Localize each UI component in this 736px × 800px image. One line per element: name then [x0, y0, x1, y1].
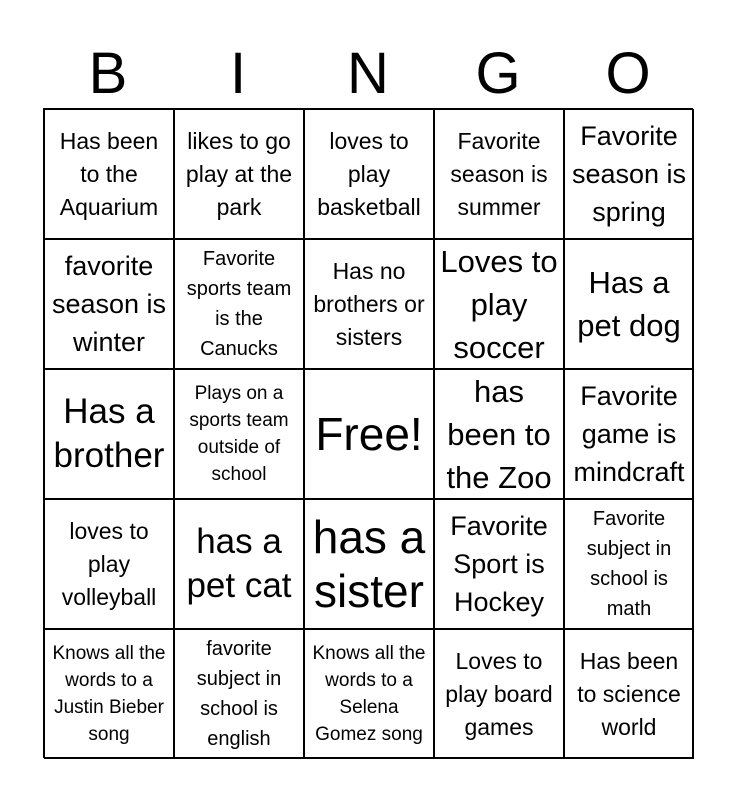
bingo-cell[interactable]: has been to the Zoo	[434, 369, 564, 499]
bingo-cell[interactable]: has a pet cat	[174, 499, 304, 629]
bingo-cell[interactable]: Loves to play soccer	[434, 239, 564, 369]
bingo-cell[interactable]: Favorite Sport is Hockey	[434, 499, 564, 629]
bingo-board	[43, 108, 693, 758]
bingo-cell[interactable]: Favorite season is spring	[564, 109, 694, 239]
bingo-cell[interactable]: favorite subject in school is english	[174, 629, 304, 759]
bingo-cell[interactable]: Favorite season is summer	[434, 109, 564, 239]
bingo-cell[interactable]: Knows all the words to a Selena Gomez song	[304, 629, 434, 759]
bingo-cell[interactable]: Has been to science world	[564, 629, 694, 759]
bingo-cell[interactable]: Has no brothers or sisters	[304, 239, 434, 369]
header-letter-n: N	[347, 41, 389, 106]
header-letter-b: B	[88, 41, 128, 106]
bingo-cell[interactable]: Plays on a sports team outside of school	[174, 369, 304, 499]
header-letter-g: G	[475, 41, 521, 106]
bingo-cell[interactable]: Has a brother	[44, 369, 174, 499]
bingo-cell[interactable]: Loves to play board games	[434, 629, 564, 759]
bingo-cell[interactable]: Favorite subject in school is math	[564, 499, 694, 629]
bingo-cell[interactable]: loves to play basketball	[304, 109, 434, 239]
bingo-cell[interactable]: loves to play volleyball	[44, 499, 174, 629]
header-letter-i: I	[229, 41, 247, 106]
header-letter-o: O	[605, 41, 651, 106]
bingo-free-cell[interactable]: Free!	[304, 369, 434, 499]
bingo-cell[interactable]: Knows all the words to a Justin Bieber song	[44, 629, 174, 759]
bingo-cell[interactable]: has a sister	[304, 499, 434, 629]
bingo-cell[interactable]: favorite season is winter	[44, 239, 174, 369]
bingo-cell[interactable]: Has been to the Aquarium	[44, 109, 174, 239]
bingo-cell[interactable]: Favorite game is mindcraft	[564, 369, 694, 499]
bingo-header	[43, 40, 693, 108]
bingo-cell[interactable]: likes to go play at the park	[174, 109, 304, 239]
bingo-cell[interactable]: Favorite sports team is the Canucks	[174, 239, 304, 369]
bingo-cell[interactable]: Has a pet dog	[564, 239, 694, 369]
